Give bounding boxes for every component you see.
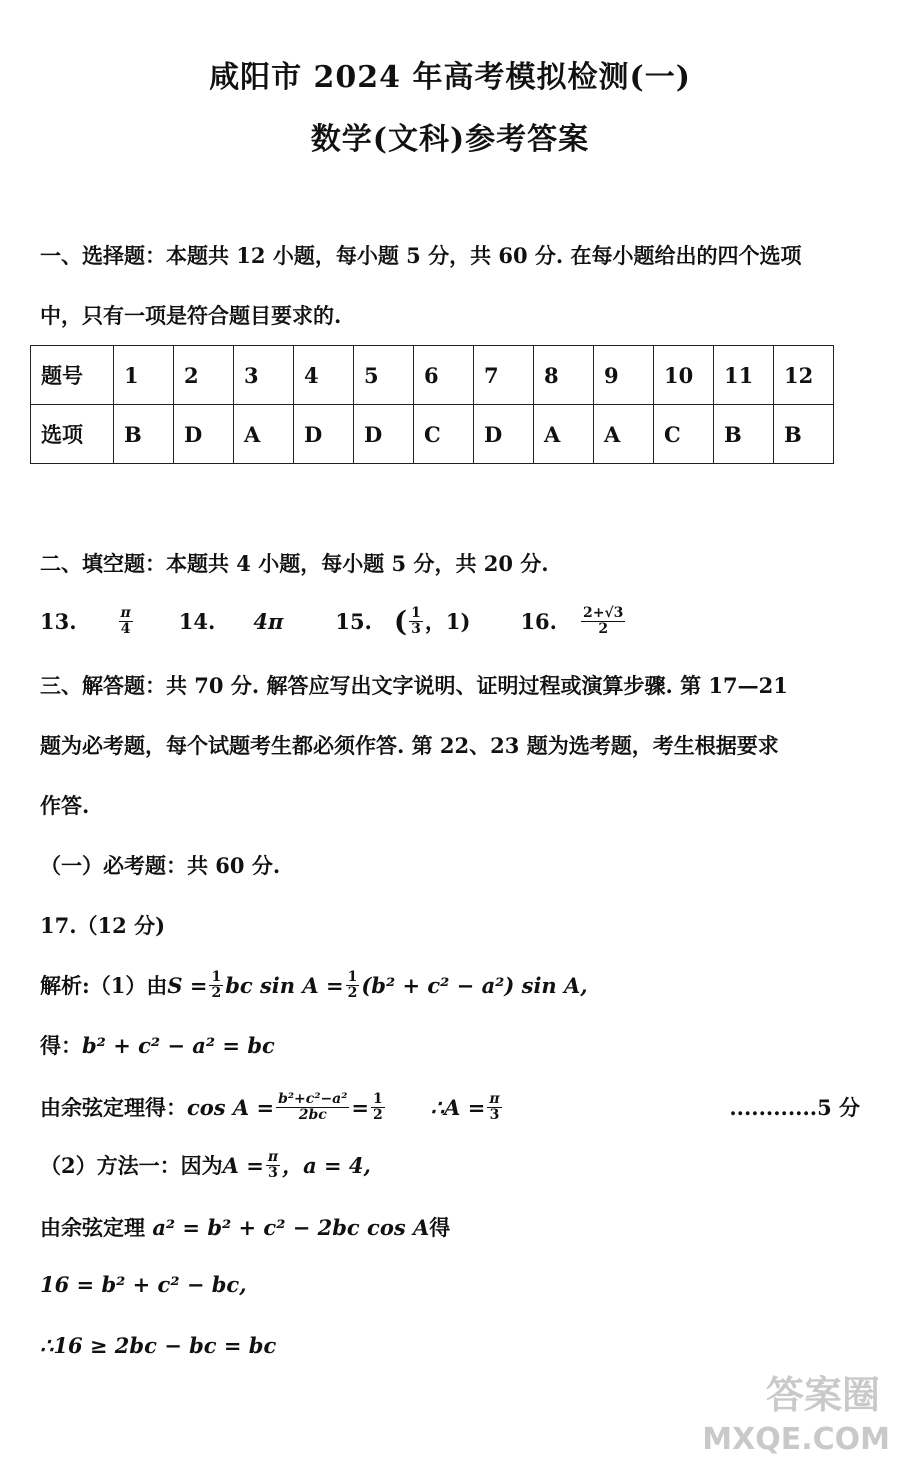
table-cell-answer: D	[294, 405, 354, 464]
table-cell-number: 6	[414, 346, 474, 405]
solution-l5-suffix: 得	[429, 1215, 451, 1240]
table-cell-number: 8	[534, 346, 594, 405]
solution-line-7: ∴16 ≥ 2bc − bc = bc	[40, 1333, 277, 1358]
table-cell-answer: D	[474, 405, 534, 464]
q17-heading: 17.（12 分)	[40, 913, 166, 938]
table-cell-answer: B	[114, 405, 174, 464]
row-header-number: 题号	[31, 346, 114, 405]
section3-intro-line3: 作答.	[40, 793, 90, 818]
solution-l1-prefix: 解析:（1）由	[40, 973, 168, 998]
q14-answer: 4π	[253, 608, 284, 634]
table-cell-answer: D	[354, 405, 414, 464]
solution-l3-therefore: ∴A =	[430, 1094, 486, 1120]
half-numerator: 1	[211, 968, 222, 985]
q15-answer-rest: ，1)	[424, 609, 471, 634]
table-cell-number: 12	[774, 346, 834, 405]
section2-intro: 二、填空题：本题共 4 小题，每小题 5 分，共 20 分.	[40, 551, 549, 576]
solution-l4-prefix: （2）方法一：因为	[40, 1153, 223, 1178]
solution-l1-s: S =	[167, 972, 208, 998]
half-denominator: 2	[211, 984, 222, 1001]
solution-l1-mid: bc sin A =	[225, 972, 344, 998]
solution-l4-tail: ，a = 4,	[282, 1153, 371, 1178]
q16-answer-denominator: 2	[598, 620, 609, 637]
solution-l5-prefix: 由余弦定理	[40, 1215, 145, 1240]
solution-line-3	[40, 1084, 860, 1130]
table-cell-answer: A	[534, 405, 594, 464]
section3-intro-line1: 三、解答题：共 70 分. 解答应写出文字说明、证明过程或演算步骤. 第 17—21	[40, 673, 788, 698]
half-denominator: 2	[347, 984, 358, 1001]
watermark-url: MXQE.COM	[702, 1422, 890, 1457]
solution-l5-equation: a² = b² + c² − 2bc cos A	[152, 1215, 430, 1240]
answer-table-choice-row	[31, 405, 834, 464]
table-cell-answer: A	[594, 405, 654, 464]
result-numerator: 1	[373, 1090, 383, 1107]
solution-line-2	[40, 1030, 275, 1060]
table-cell-number: 7	[474, 346, 534, 405]
table-cell-number: 2	[174, 346, 234, 405]
q16-answer	[581, 606, 625, 636]
q15-fraction	[409, 606, 423, 636]
solution-l3-pi-over-3	[487, 1092, 501, 1122]
q13-answer-numerator: π	[120, 604, 131, 621]
solution-l2-prefix: 得：	[40, 1033, 82, 1058]
table-cell-number: 10	[654, 346, 714, 405]
solution-l1-half-1	[209, 970, 223, 1000]
watermark-logo: 答案圈	[765, 1373, 880, 1417]
table-cell-number: 4	[294, 346, 354, 405]
cos-fraction-denominator: 2bc	[298, 1106, 327, 1123]
table-cell-number: 11	[714, 346, 774, 405]
half-numerator: 1	[347, 968, 358, 985]
q16-answer-numerator: 2+√3	[582, 604, 624, 621]
solution-l4-a: A =	[222, 1152, 264, 1178]
solution-l2-equation: b² + c² − a² = bc	[82, 1033, 275, 1058]
table-cell-number: 9	[594, 346, 654, 405]
score-marker: ............5 分	[729, 1095, 860, 1120]
solution-line-5	[40, 1212, 450, 1242]
table-cell-number: 5	[354, 346, 414, 405]
q14-number: 14.	[178, 608, 216, 634]
q13-number: 13.	[40, 608, 77, 634]
solution-l3-cos: cos A =	[187, 1094, 275, 1120]
table-cell-answer: C	[414, 405, 474, 464]
page-subtitle: 数学(文科)参考答案	[310, 122, 590, 157]
solution-l3-equals: =	[351, 1094, 369, 1120]
pi-numerator: π	[267, 1148, 279, 1165]
q16-number: 16.	[520, 608, 557, 634]
table-cell-answer: B	[774, 405, 834, 464]
pi-numerator: π	[489, 1090, 500, 1107]
section3-intro-line2: 题为必考题，每个试题考生都必须作答. 第 22、23 题为选考题，考生根据要求	[40, 733, 779, 758]
q15-fraction-denominator: 3	[411, 620, 421, 637]
solution-l1-half-2	[346, 970, 360, 1000]
page-title: 咸阳市 2024 年高考模拟检测(一)	[209, 60, 691, 95]
required-section-heading: （一）必考题：共 60 分.	[40, 853, 281, 878]
solution-l4-pi-over-3	[266, 1150, 280, 1180]
pi-denominator: 3	[268, 1164, 278, 1181]
q15-open-paren: (	[393, 604, 408, 638]
q15-number: 15.	[335, 608, 372, 634]
solution-l3-prefix: 由余弦定理得：	[40, 1095, 187, 1120]
table-cell-number: 3	[234, 346, 294, 405]
table-cell-answer: D	[174, 405, 234, 464]
pi-denominator: 3	[489, 1106, 500, 1123]
solution-l3-result	[371, 1092, 385, 1122]
table-cell-answer: B	[714, 405, 774, 464]
solution-l3-cos-fraction	[276, 1092, 349, 1122]
solution-line-1	[40, 962, 588, 1008]
solution-line-6: 16 = b² + c² − bc,	[40, 1272, 247, 1297]
answer-table	[30, 345, 834, 464]
section1-intro-line1: 一、选择题：本题共 12 小题，每小题 5 分，共 60 分. 在每小题给出的四个选项	[40, 243, 802, 268]
q15-fraction-numerator: 1	[411, 604, 421, 621]
cos-fraction-numerator: b²+c²−a²	[278, 1090, 348, 1107]
solution-line-4	[40, 1142, 371, 1188]
solution-l1-tail: (b² + c² − a²) sin A,	[361, 972, 588, 998]
q13-answer	[119, 606, 133, 636]
table-cell-number: 1	[114, 346, 174, 405]
row-header-choice: 选项	[31, 405, 114, 464]
result-denominator: 2	[373, 1106, 383, 1123]
fill-in-answers	[40, 598, 627, 644]
table-cell-answer: A	[234, 405, 294, 464]
answer-table-number-row	[31, 346, 834, 405]
section1-intro-line2: 中，只有一项是符合题目要求的.	[40, 303, 342, 328]
q13-answer-denominator: 4	[120, 620, 131, 637]
table-cell-answer: C	[654, 405, 714, 464]
